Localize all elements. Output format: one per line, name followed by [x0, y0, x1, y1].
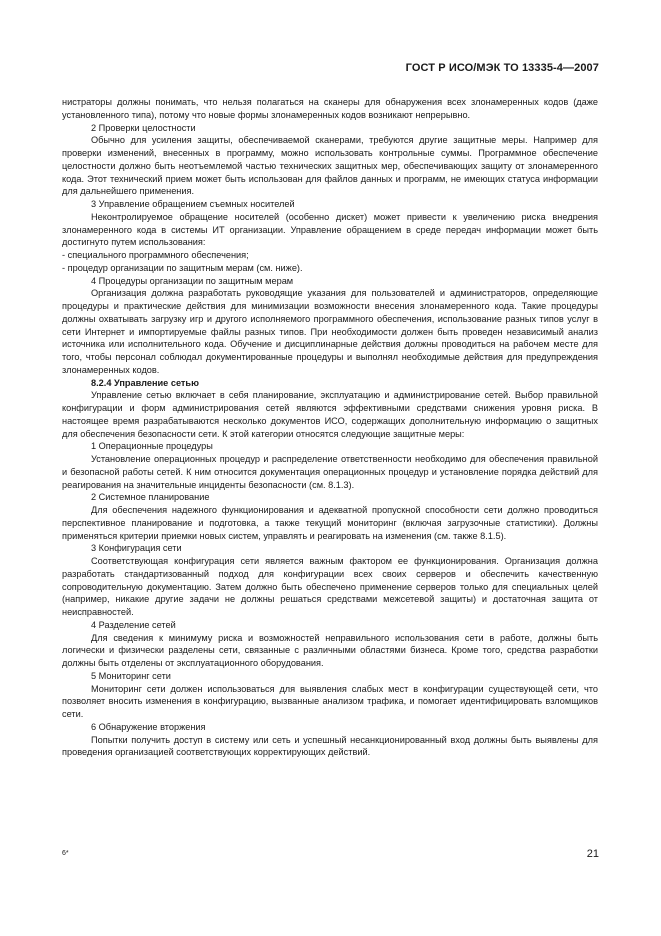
- bullet-item: - процедур организации по защитным мерам (см. ниже).: [62, 262, 303, 273]
- body-paragraph: Для сведения к минимуму риска и возможностей неправильного использования сети в работе, должны быть логически и физически разделены сети, связанные с различными областями бизнеса. Кроме того, средства разработки должны быть отделены от эксплуатационного оборудования.: [62, 632, 598, 668]
- body-paragraph: Неконтролируемое обращение носителей (особенно дискет) может привести к увеличению риска внедрения злонамеренного кода в системы ИТ организации. Управление обращением в среде передач информации может быть достигнуто путем использования:: [62, 211, 598, 248]
- body-paragraph: Попытки получить доступ в систему или сеть и успешный несанкционированный вход должны быть выявлены для проведения организацией соответствующих корректирующих действий.: [62, 734, 598, 758]
- body-paragraph: Организация должна разработать руководящие указания для пользователей и администраторов, определяющие процедуры и практические действия для минимизации возможности внесения злонамеренного кода. Такие процедуры должны охватывать загрузку игр и другого исполняемого программного обеспечения, использование разных типов услуг в сети Интернет и импортируемые файлы разных типов. При необходимости должен быть проведен независимый анализ источника или исполнительного кода. Обучение и дисциплинарные действия должны проводиться на рабочем месте для того, чтобы персонал соблюдал документированные процедуры и выполнял необходимые действия для предупреждения злонамеренных кодов.: [62, 288, 598, 375]
- list-heading: 4 Процедуры организации по защитным мерам: [91, 275, 294, 286]
- list-heading: 1 Операционные процедуры: [91, 441, 213, 452]
- body-paragraph: Обычно для усиления защиты, обеспечиваемой сканерами, требуются другие защитные меры. Например для проверки изменений, внесенных в программу, можно использовать контрольные суммы. Программное обеспечение целостности должно быть неотъемлемой частью технических защитных мер, обеспечивающих защиту от злонамеренного кода. Этот технический прием может быть использован для файлов данных и программ, не имеющих статуса информации для дальнейшего применения.: [62, 135, 598, 197]
- body-paragraph: Установление операционных процедур и распределение ответственности необходимо для обеспечения правильной и безопасной работы сетей. К ним относится документация операционных процедур и установление порядка действий для реагирования на значительные инциденты безопасности (см. 8.1.3).: [62, 454, 598, 490]
- page-header: ГОСТ Р ИСО/МЭК ТО 13335-4—2007: [405, 62, 599, 74]
- list-heading: 2 Проверки целостности: [91, 122, 196, 133]
- page-number: 21: [586, 848, 599, 860]
- sheet-mark: 6*: [62, 850, 69, 857]
- list-heading: 6 Обнаружение вторжения: [91, 721, 206, 732]
- list-heading: 3 Управление обращением съемных носителей: [91, 199, 295, 209]
- bullet-item: - специального программного обеспечения;: [62, 250, 249, 260]
- list-heading: 5 Мониторинг сети: [91, 670, 171, 681]
- list-heading: 2 Системное планирование: [91, 492, 210, 503]
- body-paragraph: Мониторинг сети должен использоваться для выявления слабых мест в конфигурации существующей сети, что позволяет вносить изменения в конфигурацию, вызванные анализом трафика, и помогает идентифицировать взломщиков сети.: [62, 683, 598, 719]
- list-heading: 4 Разделение сетей: [91, 619, 176, 630]
- body-paragraph: Соответствующая конфигурация сети является важным фактором ее функционирования. Организация должна разработать стандартизованный подход для конфигурации всех своих серверов и обеспечить качественную сопроводительную документацию. Затем должно быть обеспечено применение серверов только для специальных целей (например, никакие другие задачи не должны решаться средствами межсетевой защиты) и достаточная защита от неисправностей.: [62, 556, 598, 617]
- body-paragraph: нистраторы должны понимать, что нельзя полагаться на сканеры для обнаружения всех злонамеренных кодов (даже установленного типа), потому что новые формы злонамеренных кодов возникают непрерывно.: [62, 97, 598, 120]
- body-paragraph: Управление сетью включает в себя планирование, эксплуатацию и администрирование сетей. Выбор правильной конфигурации и форм администрирования сетей являются эффективными средствами снижения уровня риска. В настоящее время разрабатываются несколько документов ИСО, содержащих дополнительную информацию о защитных для обеспечения безопасности сети. К этой категории относятся следующие защитные меры:: [62, 390, 598, 439]
- body-paragraph: Для обеспечения надежного функционирования и адекватной пропускной способности сети должно проводиться перспективное планирование и подготовка, а также текущий мониторинг (включая загрузочные статистики). Должны применяться критерии приемки новых систем, управлять и реагировать на изменения (см. также 8.1.5).: [62, 505, 598, 541]
- list-heading: 3 Конфигурация сети: [91, 543, 182, 554]
- document-body: [62, 96, 598, 759]
- section-heading: 8.2.4 Управление сетью: [91, 377, 199, 388]
